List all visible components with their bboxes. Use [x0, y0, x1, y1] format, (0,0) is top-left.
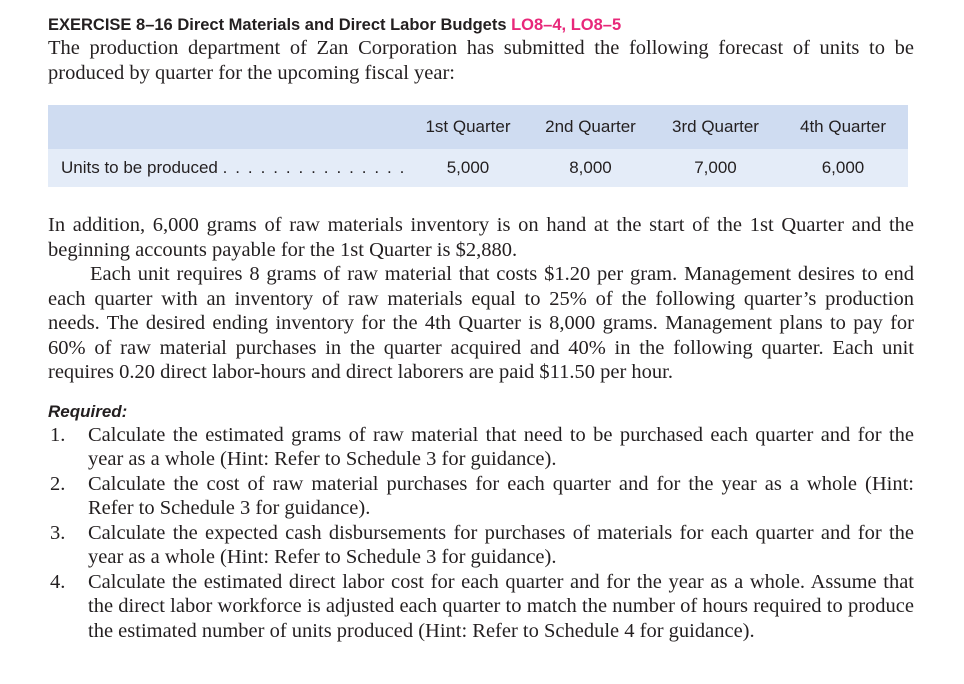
exercise-title: Direct Materials and Direct Labor Budgets: [177, 16, 507, 34]
table-row: [48, 149, 908, 187]
exercise-number: EXERCISE 8–16: [48, 16, 173, 34]
table-row-label: [48, 149, 408, 187]
table-header-empty: [48, 105, 408, 149]
table-cell-q3: 7,000: [694, 158, 737, 177]
required-heading: Required:: [48, 401, 128, 421]
list-item-number: 2.: [50, 472, 66, 495]
list-item-number: 4.: [50, 570, 66, 593]
exercise-heading: [48, 14, 914, 36]
table-header-q2: 2nd Quarter: [545, 117, 636, 136]
table-header-q3: 3rd Quarter: [672, 117, 759, 136]
table-header-q4: 4th Quarter: [800, 117, 886, 136]
table-cell-q2: 8,000: [569, 158, 612, 177]
row-label-text: Units to be produced: [61, 158, 218, 177]
list-item-number: 1.: [50, 423, 66, 446]
list-item-text: Calculate the estimated direct labor cost for each quarter and for the year as a whole. Assume that the direct labor workforce is adjusted each quarter to match the number of hours required to produce the estimated number of units produced (Hint: Refer to Schedule 4 for guidance).: [88, 570, 914, 642]
intro-paragraph: The production department of Zan Corporation has submitted the following forecast of units to be produced by quarter for the upcoming fiscal year:: [48, 37, 914, 84]
production-forecast-table: [48, 105, 908, 187]
list-item: [48, 423, 914, 472]
list-item-text: Calculate the cost of raw material purchases for each quarter and for the year as a whole (Hint: Refer to Schedule 3 for guidance).: [88, 472, 914, 519]
list-item-number: 3.: [50, 521, 66, 544]
table-cell-q4: 6,000: [821, 158, 865, 177]
list-item-text: Calculate the expected cash disbursements for purchases of materials for each quarter and for the year as a whole (Hint: Refer to Schedule 3 for guidance).: [88, 521, 914, 568]
paragraph-requirements: Each unit requires 8 grams of raw material that costs $1.20 per gram. Management desires to end each quarter with an inventory of raw materials equal to 25% of the following quarter’s production needs. The desired ending inventory for the 4th Quarter is 8,000 grams. Management plans to pay for 60% of raw material purchases in the quarter acquired and 40% in the following quarter. Each unit requires 0.20 direct labor-hours and direct laborers are paid $11.50 per hour.: [48, 263, 914, 383]
list-item: [48, 472, 914, 521]
body-text: [48, 213, 914, 385]
list-item: [48, 570, 914, 644]
paragraph-inventory: In addition, 6,000 grams of raw materials inventory is on hand at the start of the 1st Quarter and the beginning accounts payable for the 1st Quarter is $2,880.: [48, 214, 914, 261]
list-item-text: Calculate the estimated grams of raw material that need to be purchased each quarter and for the year as a whole (Hint: Refer to Schedule 3 for guidance).: [88, 423, 914, 470]
table-header-row: [48, 105, 908, 149]
exercise-page: [48, 14, 914, 643]
learning-objectives: LO8–4, LO8–5: [511, 16, 622, 34]
table-header-q1: 1st Quarter: [425, 117, 511, 136]
leader-dots: . . . . . . . . . . . . . . .: [222, 158, 406, 177]
table-cell-q1: 5,000: [446, 158, 490, 177]
list-item: [48, 521, 914, 570]
required-list: [48, 423, 914, 644]
